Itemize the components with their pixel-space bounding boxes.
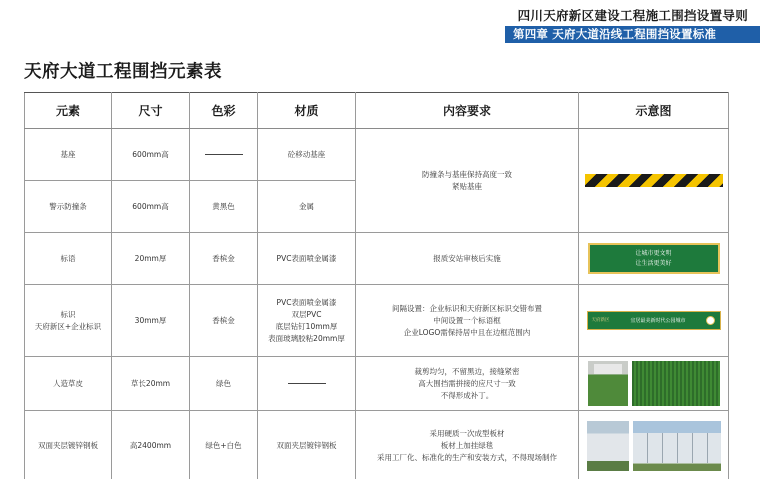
- header-size: 尺寸: [112, 93, 190, 129]
- header-element: 元素: [25, 93, 112, 129]
- cell-size: 30mm厚: [112, 285, 190, 357]
- cell-color: 绿色+白色: [190, 411, 258, 479]
- header-illustration: 示意图: [579, 93, 729, 129]
- artificial-turf-photo: [632, 361, 720, 406]
- slogan-line: 让城市更文明: [635, 249, 672, 257]
- cell-size: 600mm高: [112, 129, 190, 181]
- content-line: 报质安站审核后实施: [433, 253, 501, 263]
- material-line: PVC表面喷金属漆: [276, 297, 337, 307]
- material-line: 双层PVC: [291, 309, 322, 319]
- cell-material: 金属: [258, 181, 356, 233]
- cell-element: 警示防撞条: [25, 181, 112, 233]
- header-content: 内容要求: [356, 93, 579, 129]
- cell-color: 香槟金: [190, 233, 258, 285]
- cell-content: [356, 129, 579, 233]
- elements-table: [24, 92, 729, 479]
- cell-size: 20mm厚: [112, 233, 190, 285]
- logo-board-mark: 天府新区: [591, 317, 610, 323]
- header-color: 色彩: [190, 93, 258, 129]
- steel-fence-photo: [587, 421, 629, 471]
- cell-size: 600mm高: [112, 181, 190, 233]
- cell-illustration: [579, 411, 729, 479]
- cell-element: 双面夹层镀锌钢板: [25, 411, 112, 479]
- table-row: [25, 129, 729, 181]
- hazard-strip-image: [585, 174, 723, 187]
- logo-board-slogan: 宜居最美新时代公园城市: [630, 317, 686, 324]
- table-header-row: [25, 93, 729, 129]
- cell-material: [258, 357, 356, 411]
- logo-board-image: [587, 311, 721, 330]
- cell-element: 人造草皮: [25, 357, 112, 411]
- cell-color: 黄黑色: [190, 181, 258, 233]
- table-row: [25, 357, 729, 411]
- page-title: 天府大道工程围挡元素表: [24, 62, 222, 82]
- cell-material: 砼移动基座: [258, 129, 356, 181]
- content-line: 采用工厂化、标准化的生产和安装方式，不得现场制作: [377, 452, 557, 462]
- cell-size: 草长20mm: [112, 357, 190, 411]
- material-line: 底层钻钉10mm厚: [275, 321, 338, 331]
- table-row: [25, 233, 729, 285]
- header-material: 材质: [258, 93, 356, 129]
- cell-color: [190, 129, 258, 181]
- content-line: 裁剪均匀，不留黑边，接缝紧密: [414, 366, 520, 376]
- cell-color: 香槟金: [190, 285, 258, 357]
- element-line: 天府新区+企业标识: [34, 321, 102, 331]
- content-line: 中间设置一个标语框: [433, 315, 501, 325]
- document-title: 四川天府新区建设工程施工围挡设置导则: [517, 8, 748, 23]
- element-line: 标识: [60, 309, 76, 319]
- cell-element: 标语: [25, 233, 112, 285]
- cell-color: 绿色: [190, 357, 258, 411]
- cell-element: 基座: [25, 129, 112, 181]
- content-line: 企业LOGO需保持居中且在边框范围内: [403, 327, 531, 337]
- cell-illustration: [579, 285, 729, 357]
- company-logo-icon: [706, 316, 715, 325]
- slogan-line: 让生活更美好: [635, 259, 672, 267]
- content-line: 紧贴基座: [452, 181, 482, 191]
- slogan-board-image: [588, 243, 720, 274]
- empty-dash: [288, 383, 326, 384]
- content-line: 不得形成补丁。: [440, 390, 494, 400]
- cell-size: 高2400mm: [112, 411, 190, 479]
- cell-illustration: [579, 129, 729, 233]
- cell-content: [356, 285, 579, 357]
- cell-illustration: [579, 357, 729, 411]
- table-row: [25, 411, 729, 479]
- table-row: [25, 285, 729, 357]
- cell-material: PVC表面喷金属漆: [258, 233, 356, 285]
- grass-wall-photo: [588, 361, 628, 406]
- cell-content: [356, 357, 579, 411]
- content-line: 高大围挡需拼接的应尺寸一致: [418, 378, 516, 388]
- cell-material: [258, 285, 356, 357]
- cell-content: [356, 411, 579, 479]
- content-line: 采用硬质一次成型板材: [429, 428, 505, 438]
- chapter-banner: 第四章 天府大道沿线工程围挡设置标准: [505, 26, 760, 43]
- cell-element: [25, 285, 112, 357]
- cell-content: [356, 233, 579, 285]
- cell-material: 双面夹层镀锌钢板: [258, 411, 356, 479]
- empty-dash: [205, 154, 243, 155]
- material-line: 表面玻璃胶粘20mm厚: [268, 333, 345, 343]
- content-line: 间隔设置：企业标识和天府新区标识交错布置: [392, 303, 542, 313]
- steel-panel-photo: [633, 421, 721, 471]
- cell-illustration: [579, 233, 729, 285]
- content-line: 防撞条与基座保持高度一致: [422, 169, 512, 179]
- content-line: 板材上加挂绿毯: [440, 440, 494, 450]
